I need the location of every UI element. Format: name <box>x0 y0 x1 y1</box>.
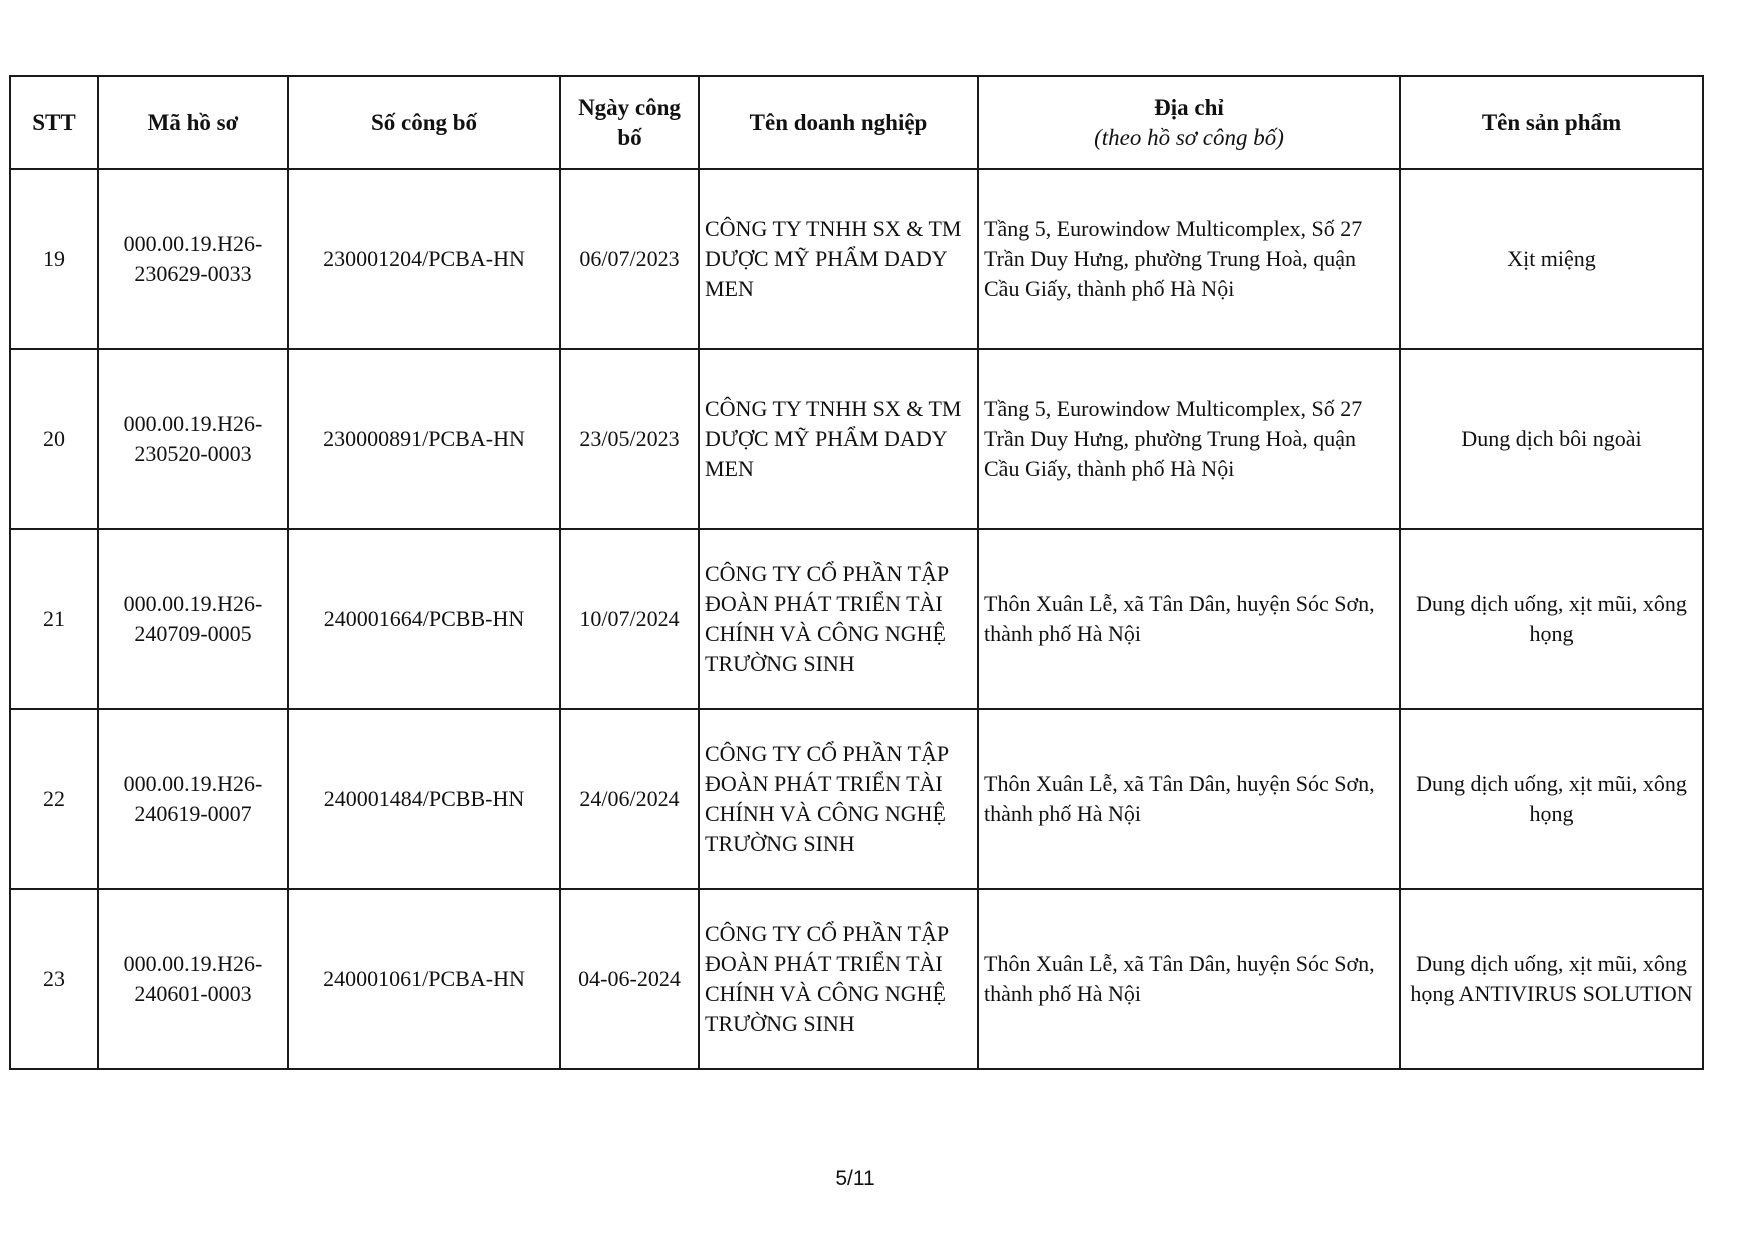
header-ten-doanh-nghiep: Tên doanh nghiệp <box>699 76 978 169</box>
cell-stt: 23 <box>10 889 98 1069</box>
cell-ten-doanh-nghiep: CÔNG TY CỔ PHẦN TẬP ĐOÀN PHÁT TRIỂN TÀI CHÍNH VÀ CÔNG NGHỆ TRƯỜNG SINH <box>699 709 978 889</box>
cell-ngay-cong-bo: 24/06/2024 <box>560 709 699 889</box>
cell-ten-san-pham: Dung dịch uống, xịt mũi, xông họng <box>1400 529 1703 709</box>
cell-ma-ho-so: 000.00.19.H26-230520-0003 <box>98 349 288 529</box>
cell-stt: 19 <box>10 169 98 349</box>
cell-so-cong-bo: 240001061/PCBA-HN <box>288 889 560 1069</box>
cell-stt: 21 <box>10 529 98 709</box>
header-ma-ho-so: Mã hồ sơ <box>98 76 288 169</box>
cell-ma-ho-so: 000.00.19.H26-230629-0033 <box>98 169 288 349</box>
table-row <box>10 529 1703 709</box>
page-number: 5/11 <box>835 1167 875 1190</box>
cell-stt: 22 <box>10 709 98 889</box>
cell-so-cong-bo: 230001204/PCBA-HN <box>288 169 560 349</box>
cell-dia-chi: Tầng 5, Eurowindow Multicomplex, Số 27 Trần Duy Hưng, phường Trung Hoà, quận Cầu Giấy, thành phố Hà Nội <box>978 349 1400 529</box>
cell-ma-ho-so: 000.00.19.H26-240601-0003 <box>98 889 288 1069</box>
cell-ten-doanh-nghiep: CÔNG TY CỔ PHẦN TẬP ĐOÀN PHÁT TRIỂN TÀI CHÍNH VÀ CÔNG NGHỆ TRƯỜNG SINH <box>699 889 978 1069</box>
cell-stt: 20 <box>10 349 98 529</box>
registration-table <box>9 75 1704 1070</box>
cell-dia-chi: Thôn Xuân Lễ, xã Tân Dân, huyện Sóc Sơn, thành phố Hà Nội <box>978 709 1400 889</box>
cell-ten-doanh-nghiep: CÔNG TY TNHH SX & TM DƯỢC MỸ PHẨM DADY MEN <box>699 169 978 349</box>
cell-dia-chi: Thôn Xuân Lễ, xã Tân Dân, huyện Sóc Sơn, thành phố Hà Nội <box>978 529 1400 709</box>
cell-so-cong-bo: 240001484/PCBB-HN <box>288 709 560 889</box>
cell-dia-chi: Tầng 5, Eurowindow Multicomplex, Số 27 Trần Duy Hưng, phường Trung Hoà, quận Cầu Giấy, thành phố Hà Nội <box>978 169 1400 349</box>
cell-ten-doanh-nghiep: CÔNG TY CỔ PHẦN TẬP ĐOÀN PHÁT TRIỂN TÀI CHÍNH VÀ CÔNG NGHỆ TRƯỜNG SINH <box>699 529 978 709</box>
header-ngay-cong-bo: Ngày công bố <box>560 76 699 169</box>
header-row <box>10 76 1703 169</box>
header-so-cong-bo: Số công bố <box>288 76 560 169</box>
cell-so-cong-bo: 240001664/PCBB-HN <box>288 529 560 709</box>
header-dia-chi-note: (theo hồ sơ công bố) <box>1094 124 1284 150</box>
cell-ngay-cong-bo: 04-06-2024 <box>560 889 699 1069</box>
table-row <box>10 709 1703 889</box>
header-stt: STT <box>10 76 98 169</box>
cell-ngay-cong-bo: 06/07/2023 <box>560 169 699 349</box>
table-row <box>10 889 1703 1069</box>
cell-ngay-cong-bo: 23/05/2023 <box>560 349 699 529</box>
header-ten-san-pham: Tên sản phẩm <box>1400 76 1703 169</box>
header-dia-chi <box>978 76 1400 169</box>
cell-so-cong-bo: 230000891/PCBA-HN <box>288 349 560 529</box>
table-row <box>10 169 1703 349</box>
header-dia-chi-label: Địa chỉ <box>1154 94 1224 120</box>
cell-ten-san-pham: Dung dịch uống, xịt mũi, xông họng <box>1400 709 1703 889</box>
cell-ten-san-pham: Dung dịch bôi ngoài <box>1400 349 1703 529</box>
cell-ma-ho-so: 000.00.19.H26-240619-0007 <box>98 709 288 889</box>
cell-ten-san-pham: Xịt miệng <box>1400 169 1703 349</box>
cell-ma-ho-so: 000.00.19.H26-240709-0005 <box>98 529 288 709</box>
cell-dia-chi: Thôn Xuân Lễ, xã Tân Dân, huyện Sóc Sơn, thành phố Hà Nội <box>978 889 1400 1069</box>
cell-ngay-cong-bo: 10/07/2024 <box>560 529 699 709</box>
cell-ten-san-pham: Dung dịch uống, xịt mũi, xông họng ANTIVIRUS SOLUTION <box>1400 889 1703 1069</box>
cell-ten-doanh-nghiep: CÔNG TY TNHH SX & TM DƯỢC MỸ PHẨM DADY MEN <box>699 349 978 529</box>
table-row <box>10 349 1703 529</box>
